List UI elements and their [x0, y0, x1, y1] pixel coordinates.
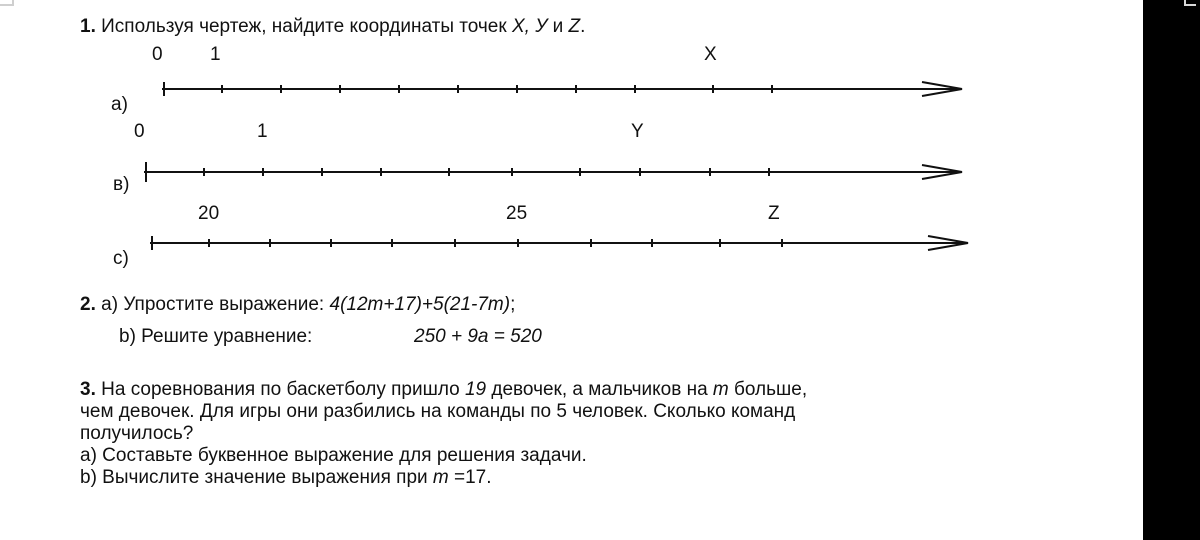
- number-line-a: [162, 82, 962, 96]
- line-b-label-0: 0: [134, 121, 145, 142]
- line-b-label-1: 1: [257, 121, 268, 142]
- task3-item-b-post: =17.: [448, 467, 492, 488]
- task3-line1-post: больше,: [728, 379, 808, 400]
- line-b-letter: в): [113, 174, 130, 195]
- frame-corner-mark: [1184, 0, 1196, 6]
- line-a-label-0: 0: [152, 44, 163, 65]
- task2-b-prefix: b) Решите уравнение:: [119, 326, 313, 347]
- task2-a-expression: 4(12m+17)+5(21-7m): [329, 294, 511, 315]
- task3-item-a: а) Составьте буквенное выражение для решения задачи.: [80, 445, 587, 466]
- line-b-point-y: Y: [631, 121, 644, 142]
- page-corner-mark: [0, 0, 14, 6]
- line-c-label-25: 25: [506, 203, 528, 224]
- task2-number: 2.: [80, 294, 96, 315]
- task2-a-prefix: а) Упростите выражение:: [101, 294, 330, 315]
- task3-count: 19: [464, 379, 487, 400]
- task2-part-a: [80, 294, 515, 316]
- task3-line-1: [80, 379, 807, 401]
- line-a-letter: а): [111, 94, 128, 115]
- task3-item-b: [80, 467, 492, 489]
- line-a-point-x: X: [704, 44, 717, 65]
- task3-number: 3.: [80, 379, 96, 400]
- task1-z: Z: [568, 16, 581, 37]
- line-c-label-20: 20: [198, 203, 220, 224]
- task2-a-end: ;: [510, 294, 516, 315]
- right-border-frame: [1143, 0, 1200, 540]
- task3-item-b-var: m: [432, 467, 449, 488]
- line-c-letter: с): [113, 248, 129, 269]
- task3-item-b-pre: b) Вычислите значение выражения при: [80, 467, 433, 488]
- task3-line-3: получилось?: [80, 423, 194, 444]
- task1-end: .: [580, 16, 586, 37]
- number-line-b: [144, 162, 962, 182]
- task1-text: Используя чертеж, найдите координаты точек: [101, 16, 512, 37]
- task3-line1-mid: девочек, а мальчиков на: [486, 379, 713, 400]
- line-c-point-z: Z: [768, 203, 780, 224]
- task1-number: 1.: [80, 16, 96, 37]
- number-line-c: [150, 236, 968, 250]
- task1-and: и: [547, 16, 569, 37]
- task3-line1-pre: На соревнования по баскетболу пришло: [101, 379, 465, 400]
- task1-points: X, У: [511, 16, 548, 37]
- task3-var-m: m: [712, 379, 729, 400]
- task2-b-equation: 250 + 9а = 520: [414, 326, 542, 347]
- line-a-label-1: 1: [210, 44, 221, 65]
- task3-line-2: чем девочек. Для игры они разбились на команды по 5 человек. Сколько команд: [80, 401, 796, 422]
